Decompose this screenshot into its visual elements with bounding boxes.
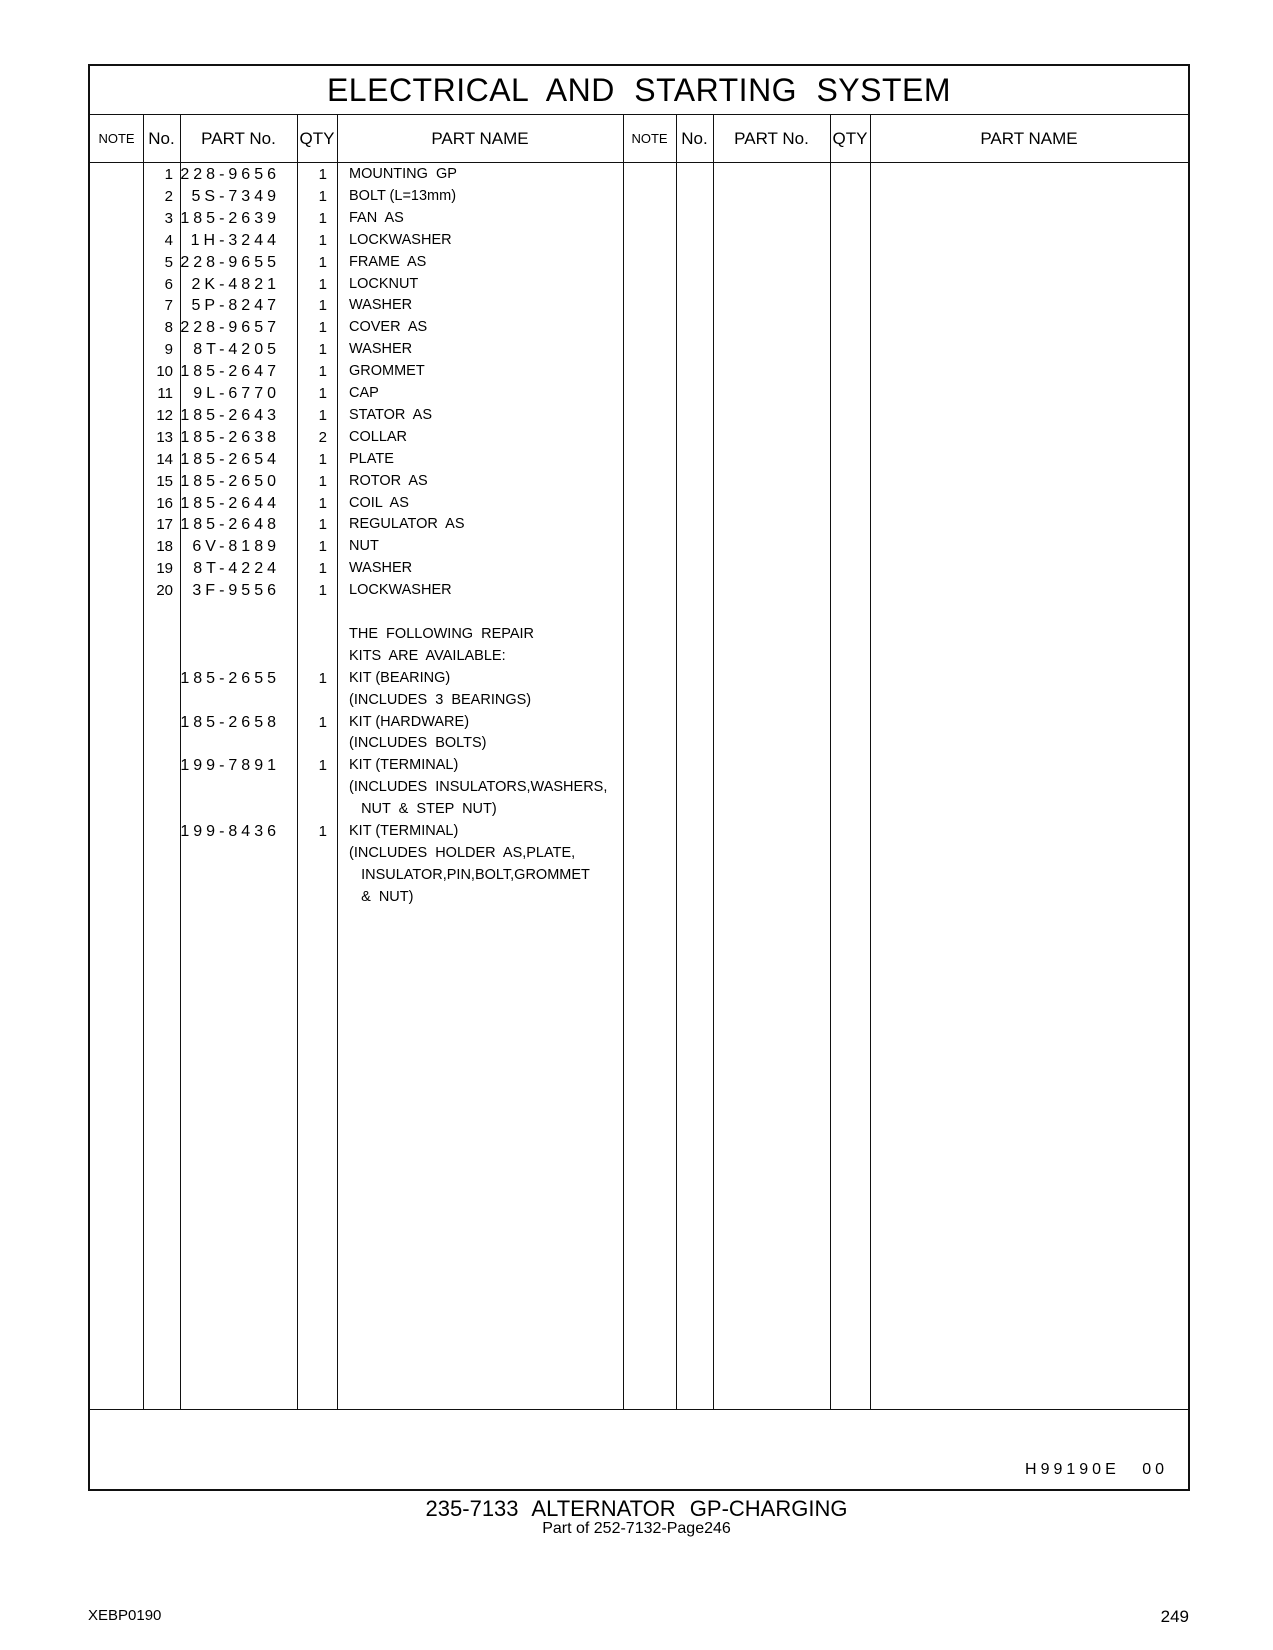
header-note-right: NOTE (631, 131, 668, 146)
footer-page-number: 249 (1160, 1607, 1189, 1626)
kit-quantity: 1 (318, 669, 327, 687)
quantity: 2 (318, 428, 327, 446)
part-number: 185-2643 (180, 406, 280, 424)
column-divider (870, 115, 871, 1409)
part-number: 185-2650 (180, 472, 280, 490)
part-number: 185-2648 (180, 516, 280, 534)
kit-description-line: (INCLUDES INSULATORS,WASHERS, (349, 779, 608, 796)
item-number: 8 (164, 319, 173, 337)
part-number: 185-2638 (180, 428, 280, 446)
item-number: 16 (156, 494, 173, 512)
part-name: REGULATOR AS (349, 516, 465, 533)
part-number: 9L-6770 (193, 385, 280, 402)
part-number: 185-2647 (180, 363, 280, 381)
part-number: 8T-4224 (193, 560, 280, 578)
item-number: 10 (156, 363, 173, 381)
part-name: CAP (349, 385, 379, 401)
quantity: 1 (318, 560, 327, 578)
part-name: GROMMET (349, 363, 425, 380)
header-partno-right: PART No. (734, 129, 809, 148)
caption-title: 235-7133 ALTERNATOR GP-CHARGING (425, 1496, 848, 1521)
item-number: 14 (156, 450, 173, 468)
quantity: 1 (318, 341, 327, 359)
kit-description-line: (INCLUDES BOLTS) (349, 735, 487, 752)
parts-table-frame (88, 64, 1190, 1491)
item-number: 5 (164, 253, 173, 271)
column-divider (337, 115, 338, 1409)
item-number: 17 (156, 516, 173, 534)
kit-description-line: KIT (BEARING) (349, 669, 451, 686)
part-name: FRAME AS (349, 253, 427, 270)
part-number: 1H-3244 (190, 231, 280, 249)
quantity: 1 (318, 385, 327, 402)
item-number: 7 (164, 297, 173, 315)
header-qty-left: QTY (299, 129, 335, 148)
kit-description-line: & NUT) (349, 888, 414, 905)
quantity: 1 (318, 209, 327, 227)
kits-intro-line: KITS ARE AVAILABLE: (349, 647, 506, 664)
footer-doc-id: XEBP0190 (88, 1607, 162, 1624)
quantity: 1 (318, 297, 327, 315)
kit-description-line: KIT (TERMINAL) (349, 757, 459, 774)
column-divider (623, 115, 624, 1409)
quantity: 1 (318, 253, 327, 271)
part-name: LOCKNUT (349, 275, 419, 292)
part-name: LOCKWASHER (349, 582, 452, 599)
item-number: 2 (164, 187, 173, 205)
quantity: 1 (318, 582, 327, 600)
header-partname-right: PART NAME (980, 129, 1078, 148)
quantity: 1 (318, 494, 327, 512)
quantity: 1 (318, 363, 327, 381)
part-number: 5S-7349 (191, 187, 280, 205)
kit-part-number: 199-7891 (180, 757, 280, 775)
item-number: 15 (156, 472, 173, 490)
part-name: WASHER (349, 341, 413, 358)
kit-description-line: KIT (TERMINAL) (349, 823, 459, 839)
part-name: MOUNTING GP (349, 166, 457, 182)
kit-description-line: (INCLUDES 3 BEARINGS) (349, 691, 532, 708)
part-number: 5P-8247 (191, 297, 280, 315)
quantity: 1 (318, 319, 327, 337)
part-name: WASHER (349, 297, 413, 314)
part-name: BOLT (L=13mm) (349, 187, 457, 204)
part-number: 6V-8189 (192, 538, 280, 556)
kit-description-line: INSULATOR,PIN,BOLT,GROMMET (349, 866, 590, 883)
kits-intro-line: THE FOLLOWING REPAIR (349, 625, 535, 642)
quantity: 1 (318, 275, 327, 293)
item-number: 6 (164, 275, 173, 293)
part-name: STATOR AS (349, 406, 432, 423)
quantity: 1 (318, 538, 327, 556)
kit-part-number: 185-2658 (180, 713, 280, 731)
part-number: 228-9656 (180, 166, 280, 183)
kit-part-number: 185-2655 (180, 669, 280, 687)
kit-quantity: 1 (318, 757, 327, 775)
document-code: H99190E 00 (1025, 1461, 1168, 1478)
column-divider (297, 115, 298, 1409)
kit-description-line: NUT & STEP NUT) (349, 801, 497, 818)
header-no-right: No. (681, 129, 708, 148)
item-number: 13 (156, 428, 173, 446)
part-name: COIL AS (349, 494, 409, 511)
part-number: 185-2654 (180, 450, 280, 468)
quantity: 1 (318, 231, 327, 249)
quantity: 1 (318, 187, 327, 205)
item-number: 1 (164, 166, 173, 183)
column-divider (676, 115, 677, 1409)
caption-subtitle: Part of 252-7132-Page246 (542, 1520, 731, 1537)
part-number: 228-9655 (180, 253, 280, 271)
item-number: 19 (156, 560, 173, 578)
part-number: 3F-9556 (192, 582, 280, 600)
item-number: 4 (164, 231, 173, 249)
kit-quantity: 1 (318, 823, 327, 840)
quantity: 1 (318, 472, 327, 490)
kit-part-number: 199-8436 (180, 823, 280, 840)
quantity: 1 (318, 166, 327, 183)
table-bottom-divider (90, 1409, 1188, 1410)
part-name: NUT (349, 538, 379, 555)
header-note-left: NOTE (98, 131, 135, 146)
part-name: ROTOR AS (349, 472, 428, 489)
header-partname-left: PART NAME (431, 129, 529, 148)
item-number: 3 (164, 209, 173, 227)
part-number: 8T-4205 (193, 341, 280, 359)
column-divider (830, 115, 831, 1409)
part-name: LOCKWASHER (349, 231, 452, 248)
item-number: 9 (164, 341, 173, 359)
kit-quantity: 1 (318, 713, 327, 731)
part-name: COVER AS (349, 319, 428, 336)
part-name: FAN AS (349, 209, 404, 226)
part-number: 185-2644 (180, 494, 280, 512)
column-divider (713, 115, 714, 1409)
header-no-left: No. (148, 129, 175, 148)
kit-description-line: (INCLUDES HOLDER AS,PLATE, (349, 844, 576, 861)
header-partno-left: PART No. (201, 129, 276, 148)
part-name: COLLAR (349, 428, 408, 445)
item-number: 18 (156, 538, 173, 556)
part-number: 228-9657 (180, 319, 280, 337)
part-name: PLATE (349, 450, 394, 467)
quantity: 1 (318, 406, 327, 424)
header-divider (90, 162, 1188, 163)
part-number: 2K-4821 (191, 275, 280, 293)
item-number: 20 (156, 582, 173, 600)
part-name: WASHER (349, 560, 413, 577)
item-number: 11 (157, 385, 173, 402)
quantity: 1 (318, 450, 327, 468)
header-qty-right: QTY (832, 129, 868, 148)
kit-description-line: KIT (HARDWARE) (349, 713, 470, 730)
part-number: 185-2639 (180, 209, 280, 227)
item-number: 12 (156, 406, 173, 424)
quantity: 1 (318, 516, 327, 534)
page-title: ELECTRICAL AND STARTING SYSTEM (90, 66, 1188, 115)
